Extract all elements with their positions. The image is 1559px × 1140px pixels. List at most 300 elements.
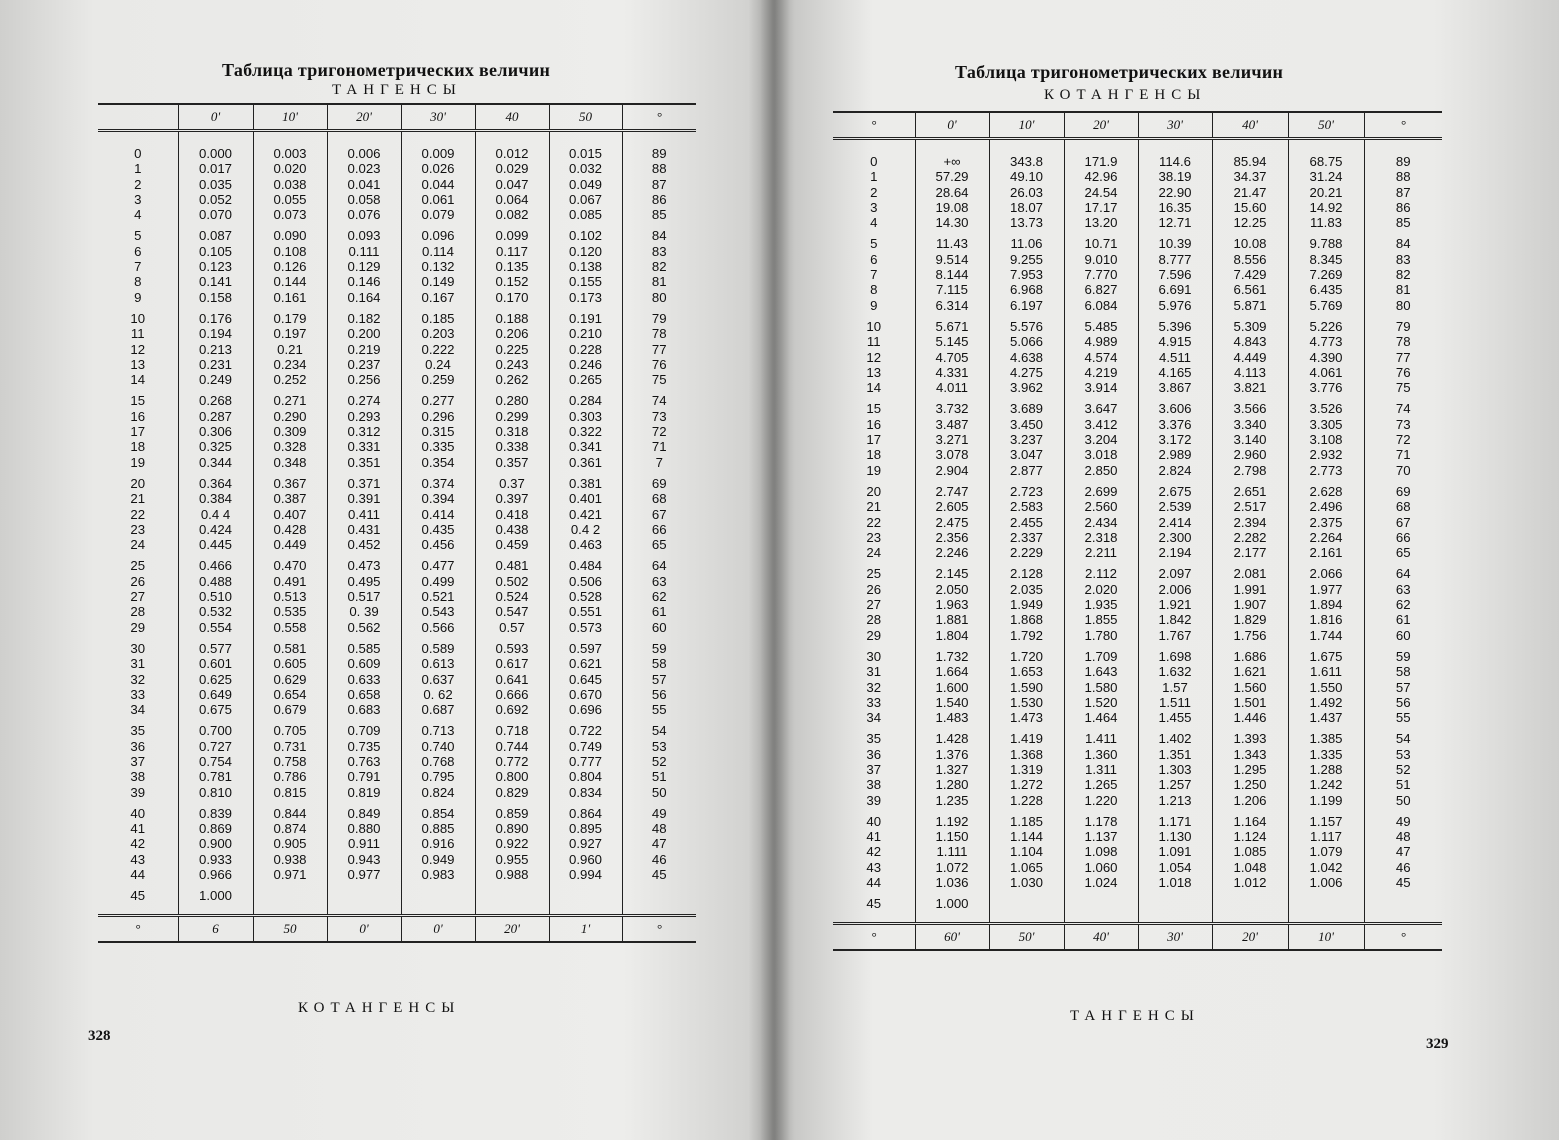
table-value: 171.9 [1084, 154, 1118, 169]
table-value: 1.664 [935, 664, 969, 680]
table-value: 0.625 [198, 671, 232, 687]
table-value: 0.354 [421, 454, 455, 470]
value-cell [1138, 395, 1212, 477]
degree-value: 49 [1395, 813, 1411, 829]
degree-value: 59 [651, 640, 667, 656]
value-cell [1212, 643, 1288, 725]
degree-value: 67 [651, 506, 667, 522]
degree-value: 73 [1395, 416, 1411, 432]
value-cell [915, 643, 989, 725]
table-value: 0.170 [495, 289, 529, 305]
table-value: 1.091 [1158, 844, 1192, 860]
table-value: 2.455 [1009, 514, 1043, 530]
value-cell [253, 305, 327, 387]
degree-value: 53 [651, 738, 667, 754]
table-value: 3.689 [1009, 401, 1043, 417]
degree-value: 37 [866, 761, 882, 777]
value-cell [915, 808, 989, 890]
degree-cell [833, 643, 915, 725]
table-value: 2.628 [1309, 483, 1343, 499]
degree-value: 83 [1395, 251, 1411, 267]
table-value: 2.177 [1233, 545, 1267, 561]
table-value: 0.173 [568, 289, 602, 305]
degree-cell [98, 305, 178, 387]
degree-value: 15 [866, 401, 882, 417]
table-value: 0.361 [568, 454, 602, 470]
table-value: 4.275 [1009, 364, 1043, 380]
table-value: 4.011 [935, 380, 969, 396]
value-cell [1064, 808, 1138, 890]
degree-value: 19 [866, 462, 882, 478]
degree-value: 42 [866, 844, 882, 860]
value-cell [915, 139, 989, 231]
table-value: 1.235 [935, 792, 969, 808]
table-value: 0.364 [198, 475, 232, 491]
table-value: 0.495 [347, 573, 381, 589]
table-value: 5.066 [1009, 334, 1043, 350]
table-value: 0.810 [198, 784, 232, 800]
table-value: 1.280 [935, 777, 969, 793]
table-value: 31.24 [1309, 169, 1343, 185]
header-cell: 30' [1138, 112, 1212, 139]
table-value: 1.756 [1233, 627, 1267, 643]
table-value: 0.637 [421, 671, 455, 687]
table-value: 0.683 [347, 702, 381, 718]
table-value: 0.105 [198, 243, 232, 259]
table-value: 0.649 [198, 686, 232, 702]
table-value: 3.412 [1084, 416, 1118, 432]
table-value: 1.530 [1009, 694, 1043, 710]
table-value: 0.456 [421, 537, 455, 553]
table-value: 0.844 [273, 805, 307, 821]
table-value: 0.740 [421, 738, 455, 754]
degree-value: 35 [130, 723, 146, 739]
degree-value: 19 [130, 454, 146, 470]
table-value: 2.081 [1233, 566, 1267, 582]
table-value: 1.144 [1009, 829, 1043, 845]
complement-degree-cell [1364, 560, 1442, 642]
table-value: 1.991 [1233, 581, 1267, 597]
table-value: 8.777 [1158, 251, 1192, 267]
degree-value: 61 [651, 604, 667, 620]
complement-degree-cell [1364, 478, 1442, 560]
degree-cell [98, 387, 178, 469]
table-value: 0.194 [198, 326, 232, 342]
value-cell [253, 387, 327, 469]
table-value: 1.006 [1309, 875, 1343, 891]
table-value: 2.747 [935, 483, 969, 499]
degree-cell [98, 470, 178, 552]
table-value: 0.705 [273, 723, 307, 739]
value-cell [178, 387, 253, 469]
footer-cell: 40' [1064, 923, 1138, 950]
table-value: 1.117 [1309, 829, 1343, 845]
table-value: 0.164 [347, 289, 381, 305]
table-value: 85.94 [1233, 154, 1267, 169]
table-value: 1.311 [1084, 761, 1118, 777]
value-cell [178, 470, 253, 552]
table-value: 7.770 [1084, 267, 1118, 283]
degree-cell [98, 717, 178, 799]
table-value: 6.084 [1084, 297, 1118, 313]
table-value: 2.318 [1084, 529, 1118, 545]
value-cell [1064, 643, 1138, 725]
table-value: 0.459 [495, 537, 529, 553]
table-value: 3.204 [1084, 432, 1118, 448]
table-value: 1.000 [935, 896, 969, 912]
value-cell [327, 305, 401, 387]
table-value: 0.513 [273, 589, 307, 605]
table-value: 0.210 [568, 326, 602, 342]
table-value: 0.722 [568, 723, 602, 739]
table-value: 0.252 [273, 372, 307, 388]
value-cell [1288, 890, 1364, 923]
table-value: 0.905 [273, 836, 307, 852]
table-value: 0.524 [495, 589, 529, 605]
table-value: 6.314 [935, 297, 969, 313]
table-value: 0.754 [198, 753, 232, 769]
degree-value: 60 [651, 619, 667, 635]
table-value: 0.758 [273, 753, 307, 769]
value-cell [549, 387, 622, 469]
table-value: 0.259 [421, 372, 455, 388]
table-value: 0.003 [273, 146, 307, 161]
table-value: 0.517 [347, 589, 381, 605]
degree-value: 5 [134, 228, 142, 244]
table-value: 4.331 [935, 364, 969, 380]
complement-degree-cell [622, 387, 696, 469]
degree-value: 37 [130, 753, 146, 769]
table-value: 3.376 [1158, 416, 1192, 432]
value-cell [253, 882, 327, 915]
complement-degree-cell [622, 222, 696, 304]
table-value: 0.960 [568, 851, 602, 867]
table-value: 2.145 [935, 566, 969, 582]
degree-value: 17 [866, 432, 882, 448]
table-value: 1.000 [198, 888, 232, 904]
table-value: 0.338 [495, 439, 529, 455]
degree-cell [833, 395, 915, 477]
footer-cell: 20' [1212, 923, 1288, 950]
table-value: 0.161 [273, 289, 307, 305]
table-value: 0.772 [495, 753, 529, 769]
value-cell [549, 470, 622, 552]
degree-value: 41 [130, 821, 146, 837]
degree-value: 1 [134, 161, 142, 177]
value-cell [475, 717, 549, 799]
table-value [990, 896, 1064, 911]
table-value: 0.017 [198, 161, 232, 177]
degree-value: 86 [1395, 199, 1411, 215]
value-cell [1138, 725, 1212, 807]
table-value: 0.397 [495, 491, 529, 507]
table-value: 0.102 [568, 228, 602, 244]
table-value: 3.305 [1309, 416, 1343, 432]
table-value: 49.10 [1009, 169, 1043, 185]
table-value: 0.185 [421, 310, 455, 326]
table-row-group [98, 552, 696, 634]
table-value: 0.977 [347, 867, 381, 883]
table-value: 0.916 [421, 836, 455, 852]
table-value: 1.560 [1233, 679, 1267, 695]
degree-value: 29 [130, 619, 146, 635]
table-value: 24.54 [1084, 184, 1118, 200]
degree-value: 69 [1395, 483, 1411, 499]
table-value: 0.087 [198, 228, 232, 244]
value-cell [253, 717, 327, 799]
value-cell [401, 800, 475, 882]
table-footer-row [98, 915, 696, 942]
degree-value: 23 [130, 521, 146, 537]
degree-value: 21 [130, 491, 146, 507]
header-cell: 0' [915, 112, 989, 139]
table-value: 0.000 [198, 146, 232, 161]
table-value: 0.943 [347, 851, 381, 867]
table-value: 1.257 [1158, 777, 1192, 793]
table-value: 0.617 [495, 656, 529, 672]
table-value: 0.700 [198, 723, 232, 739]
table-value: 0.927 [568, 836, 602, 852]
degree-value: 4 [134, 207, 142, 223]
degree-value: 87 [651, 176, 667, 192]
value-cell [401, 305, 475, 387]
table-value: 0.601 [198, 656, 232, 672]
degree-value: 27 [130, 589, 146, 605]
footer-cell: ° [833, 923, 915, 950]
table-value: 0.551 [568, 604, 602, 620]
degree-value: 54 [651, 723, 667, 739]
table-value: 0.058 [347, 191, 381, 207]
degree-value: 71 [1395, 447, 1411, 463]
table-value: 2.904 [935, 462, 969, 478]
table-value: 0.309 [273, 424, 307, 440]
table-value: 0.854 [421, 805, 455, 821]
table-value: 1.464 [1084, 710, 1118, 726]
table-value: 4.574 [1084, 349, 1118, 365]
degree-value: 65 [1395, 545, 1411, 561]
header-cell: 10' [253, 104, 327, 131]
value-cell [327, 800, 401, 882]
table-value: 0.256 [347, 372, 381, 388]
table-header-row [98, 104, 696, 131]
table-value: 0. 39 [349, 604, 379, 620]
value-cell [1138, 139, 1212, 231]
table-value: 0.431 [347, 521, 381, 537]
table-value: 2.097 [1158, 566, 1192, 582]
table-value: 1.492 [1309, 694, 1343, 710]
degree-value: 51 [651, 769, 667, 785]
table-value: 1.550 [1309, 679, 1343, 695]
table-value: 0.155 [568, 274, 602, 290]
table-value: 2.960 [1233, 447, 1267, 463]
table-value: 20.21 [1309, 184, 1343, 200]
value-cell [178, 882, 253, 915]
table-value: 0.093 [347, 228, 381, 244]
table-value: 2.517 [1233, 499, 1267, 515]
table-value: 2.651 [1233, 483, 1267, 499]
table-value: 0.670 [568, 686, 602, 702]
table-value: 26.03 [1009, 184, 1043, 200]
degree-value: 39 [866, 792, 882, 808]
table-value: 5.396 [1158, 318, 1192, 334]
table-value: 2.394 [1233, 514, 1267, 530]
table-value: 34.37 [1233, 169, 1267, 185]
table-value [328, 888, 401, 903]
degree-value: 6 [870, 251, 878, 267]
degree-cell [98, 882, 178, 915]
table-row-group [98, 717, 696, 799]
value-cell [1288, 313, 1364, 395]
table-value: 2.434 [1084, 514, 1118, 530]
degree-value: 47 [1395, 844, 1411, 860]
table-value: 1.675 [1309, 648, 1343, 664]
complement-degree-cell [1364, 230, 1442, 312]
value-cell [549, 552, 622, 634]
table-value: 1.242 [1309, 777, 1343, 793]
table-value: 4.915 [1158, 334, 1192, 350]
table-value: 3.487 [935, 416, 969, 432]
table-value: 1.157 [1309, 813, 1343, 829]
table-value: 2.496 [1309, 499, 1343, 515]
table-value: 17.17 [1084, 199, 1118, 215]
degree-value: 12 [866, 349, 882, 365]
table-value: 1.385 [1309, 731, 1343, 747]
table-value: 3.450 [1009, 416, 1043, 432]
degree-value: 14 [130, 372, 146, 388]
degree-value: 45 [1395, 875, 1411, 891]
table-value: 1.653 [1009, 664, 1043, 680]
value-cell [989, 230, 1064, 312]
degree-value: 28 [866, 612, 882, 628]
degree-value: 21 [866, 499, 882, 515]
value-cell [989, 395, 1064, 477]
table-value: 0.470 [273, 558, 307, 574]
table-value: 0.129 [347, 259, 381, 275]
table-value: 0.167 [421, 289, 455, 305]
table-value: 0.108 [273, 243, 307, 259]
degree-value: 54 [1395, 731, 1411, 747]
value-cell [989, 478, 1064, 560]
table-value: 1.894 [1309, 597, 1343, 613]
table-value: 1.419 [1009, 731, 1043, 747]
table-value: 0.535 [273, 604, 307, 620]
table-value: 1.780 [1084, 627, 1118, 643]
table-row-group [98, 305, 696, 387]
table-value: 0.096 [421, 228, 455, 244]
table-value: 0.348 [273, 454, 307, 470]
table-value: 2.560 [1084, 499, 1118, 515]
value-cell [1138, 560, 1212, 642]
value-cell [549, 800, 622, 882]
table-value [1213, 896, 1288, 911]
table-value: 0.621 [568, 656, 602, 672]
complement-degree-cell [622, 635, 696, 717]
degree-value: 77 [1395, 349, 1411, 365]
table-value: 4.511 [1158, 349, 1192, 365]
table-value: 1.206 [1233, 792, 1267, 808]
degree-value: 36 [130, 738, 146, 754]
table-value: 0.411 [347, 506, 381, 522]
table-value: 0.009 [421, 146, 455, 161]
degree-value: 4 [870, 215, 878, 231]
table-value: 7.953 [1009, 267, 1043, 283]
table-value: 1.428 [935, 731, 969, 747]
degree-value: 38 [866, 777, 882, 793]
value-cell [475, 222, 549, 304]
table-value: 0.079 [421, 207, 455, 223]
table-value: 13.73 [1009, 215, 1043, 231]
degree-cell [98, 800, 178, 882]
degree-cell [833, 478, 915, 560]
value-cell [1288, 643, 1364, 725]
table-value: 0.351 [347, 454, 381, 470]
degree-value: 74 [1395, 401, 1411, 417]
degree-value: 66 [1395, 529, 1411, 545]
table-value: 0.696 [568, 702, 602, 718]
degree-value: 42 [130, 836, 146, 852]
degree-value: 75 [651, 372, 667, 388]
degree-value: 82 [1395, 267, 1411, 283]
table-value: 0.791 [347, 769, 381, 785]
table-row-group [833, 313, 1442, 395]
table-value: 0.249 [198, 372, 232, 388]
degree-value: 52 [1395, 761, 1411, 777]
degree-value: 66 [651, 521, 667, 537]
table-value: 6.435 [1309, 282, 1343, 298]
value-cell [475, 387, 549, 469]
degree-value: 63 [651, 573, 667, 589]
table-value: 4.113 [1233, 364, 1267, 380]
table-row-group [833, 478, 1442, 560]
table-value: 11.43 [935, 236, 969, 252]
table-value: 5.976 [1158, 297, 1192, 313]
table-value: 0.421 [568, 506, 602, 522]
table-value: 0.819 [347, 784, 381, 800]
table-value: 0.293 [347, 408, 381, 424]
table-value: 0.268 [198, 393, 232, 409]
degree-value: 33 [130, 686, 146, 702]
table-value: 0.692 [495, 702, 529, 718]
table-value: 0.834 [568, 784, 602, 800]
table-body [98, 131, 696, 916]
table-value: 2.112 [1084, 566, 1118, 582]
table-value: 0.547 [495, 604, 529, 620]
table-value: 0.435 [421, 521, 455, 537]
value-cell [1212, 725, 1288, 807]
value-cell [178, 800, 253, 882]
table-row-group [98, 800, 696, 882]
table-value: 2.356 [935, 529, 969, 545]
degree-value: 85 [1395, 215, 1411, 231]
degree-value: 7 [655, 454, 663, 470]
table-value: 2.300 [1158, 529, 1192, 545]
table-value: 5.671 [935, 318, 969, 334]
degree-value: 77 [651, 341, 667, 357]
table-value [254, 888, 327, 903]
table-value: 0.988 [495, 867, 529, 883]
table-value: 3.732 [935, 401, 969, 417]
table-value: 0.047 [495, 176, 529, 192]
value-cell [549, 882, 622, 915]
degree-value: 34 [866, 710, 882, 726]
table-value: 19.08 [935, 199, 969, 215]
table-value: 0.197 [273, 326, 307, 342]
table-value: 0.414 [421, 506, 455, 522]
table-value: 0.484 [568, 558, 602, 574]
table-value: 0.488 [198, 573, 232, 589]
table-footer-row [833, 923, 1442, 950]
degree-value: 22 [130, 506, 146, 522]
